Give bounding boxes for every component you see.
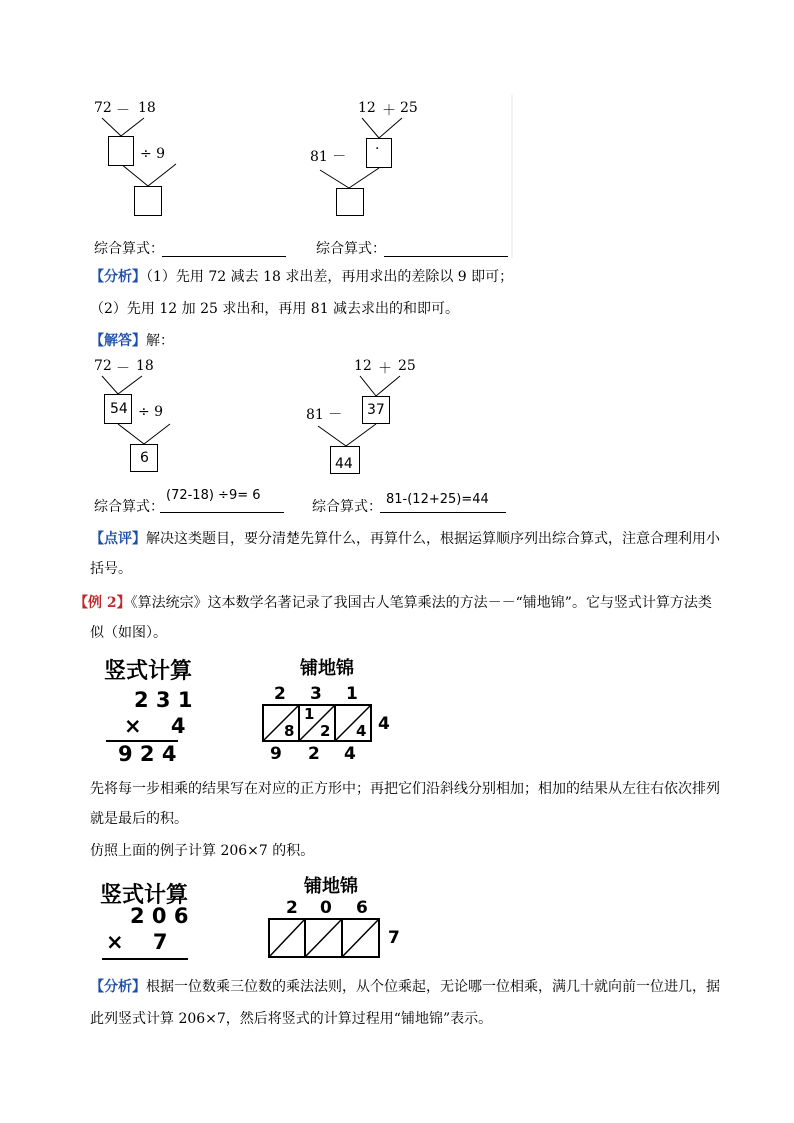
grid-side-digit: 4	[378, 714, 390, 734]
comment-line-1	[90, 526, 730, 552]
grid-bottom-digit: 4	[344, 744, 356, 764]
pudijin-title: 铺地锦	[300, 658, 354, 679]
explain-line-1: 先将每一步相乘的结果写在对应的正方形中；再把它们沿斜线分别相加；相加的结果从左往右依次排列	[90, 781, 720, 797]
answer-box	[362, 396, 390, 424]
expr-number: 72	[94, 100, 112, 116]
answer-box	[130, 444, 158, 472]
grid-top-digit: 1	[346, 684, 358, 704]
minus-sign: －	[116, 103, 130, 119]
expr-number: 25	[398, 358, 416, 374]
comment-line-2: 括号。	[90, 561, 132, 577]
multiplier: × 4	[124, 714, 186, 738]
analysis-text: （1）先用 72 减去 18 求出差，再用求出的差除以 9 即可；	[146, 269, 514, 285]
analysis-line-2: （2）先用 12 加 25 求出和，再用 81 减去求出的和即可。	[90, 301, 460, 317]
plus-sign: ＋	[382, 103, 396, 119]
dot-mark: ·	[375, 141, 380, 157]
minus-term: 81 －	[310, 149, 347, 165]
top-number: 2 3 1	[134, 688, 193, 712]
grid-top-digit: 2	[286, 898, 298, 918]
expr-number: 12	[358, 100, 376, 116]
top-number: 2 0 6	[130, 904, 189, 928]
answer-text: 解：	[146, 333, 174, 349]
comment-tag: 【点评】	[90, 531, 146, 547]
formula-answer: 81-(12+25)=44	[386, 492, 489, 507]
formula-label: 综合算式：	[312, 499, 382, 515]
connector-lines	[0, 0, 794, 530]
grid-top-digit: 3	[310, 684, 322, 704]
plus-sign: ＋	[378, 361, 392, 377]
pudijin-title: 铺地锦	[304, 876, 358, 897]
box-value: 37	[367, 402, 385, 418]
expr-number: 12	[354, 358, 372, 374]
example2-line-2: 似（如图）。	[90, 625, 167, 641]
divide-term: ÷ 9	[138, 404, 164, 420]
grid-cell-digit: 1	[304, 705, 315, 723]
analysis2-text: 根据一位数乘三位数的乘法法则，从个位乘起，无论哪一位相乘，满几十就向前一位进几，据	[146, 979, 720, 995]
result-line	[102, 958, 188, 960]
formula-label: 综合算式：	[316, 241, 386, 257]
grid-cell-digit: 8	[284, 722, 295, 740]
answer-box	[330, 446, 360, 474]
grid-side-digit: 7	[388, 928, 400, 948]
example2-text: 《算法统宗》这本数学名著记录了我国古人笔算乘法的方法－－“铺地锦”。它与竖式计算方法类	[130, 595, 712, 611]
formula-answer: (72-18) ÷9= 6	[166, 488, 261, 503]
explain-line-2: 就是最后的积。	[90, 811, 188, 827]
expr-number: 18	[136, 358, 154, 374]
pudijin-grid[interactable]	[268, 918, 388, 960]
answer-box	[104, 394, 132, 424]
grid-top-digit: 2	[274, 684, 286, 704]
box-value: 44	[335, 456, 353, 472]
multiplier: × 7	[106, 930, 168, 954]
formula-underline	[160, 512, 284, 513]
expr-number: 18	[138, 100, 156, 116]
analysis2-line-1	[90, 974, 730, 1000]
explain-line-3: 仿照上面的例子计算 206×7 的积。	[90, 843, 315, 859]
expr-number: 72	[94, 358, 112, 374]
grid-bottom-digit: 9	[270, 744, 282, 764]
formula-underline	[380, 512, 506, 513]
formula-label: 综合算式：	[94, 241, 164, 257]
divide-term: ÷ 9	[140, 146, 166, 162]
expr-number: 25	[400, 100, 418, 116]
box-value: 54	[110, 401, 128, 417]
example2-tag: 【例 2】	[74, 595, 131, 611]
comment-text: 解决这类题目，要分清楚先算什么，再算什么，根据运算顺序列出综合算式，注意合理利用小	[146, 531, 720, 547]
grid-cell-digit: 2	[320, 722, 331, 740]
vertical-calc-title: 竖式计算	[104, 659, 193, 684]
grid-cell-digit: 4	[356, 722, 367, 740]
box-value: 6	[140, 450, 149, 466]
vertical-calc-title: 竖式计算	[100, 883, 189, 908]
minus-term: 81 －	[306, 407, 343, 423]
analysis2-tag: 【分析】	[90, 979, 146, 995]
grid-bottom-digit: 2	[308, 744, 320, 764]
minus-sign: －	[116, 361, 130, 377]
result-number: 9 2 4	[118, 742, 177, 766]
grid-top-digit: 6	[356, 898, 368, 918]
formula-label: 综合算式：	[94, 499, 164, 515]
grid-top-digit: 0	[320, 898, 332, 918]
answer-tag: 【解答】	[90, 333, 146, 349]
example2-line-1	[74, 590, 734, 616]
analysis2-line-2: 此列竖式计算 206×7，然后将竖式的计算过程用“铺地锦”表示。	[90, 1011, 493, 1027]
analysis-tag: 【分析】	[90, 269, 146, 285]
